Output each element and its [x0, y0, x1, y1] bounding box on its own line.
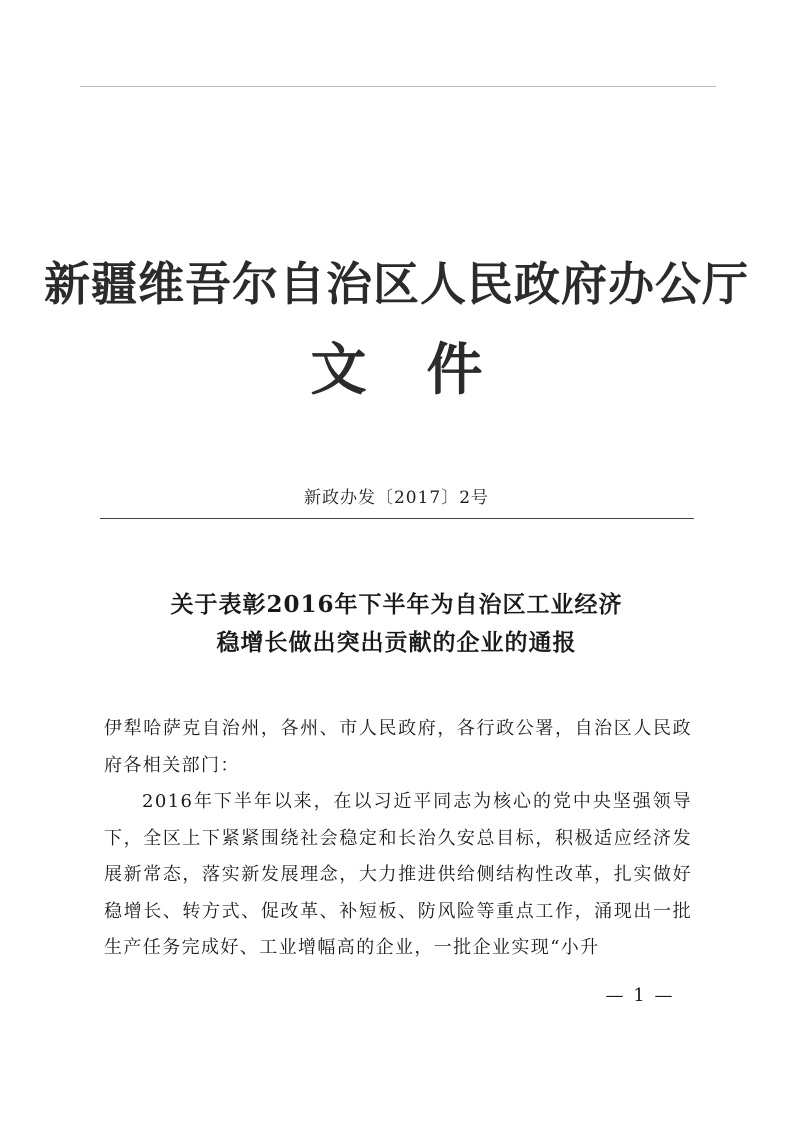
page-number: — 1 —: [605, 985, 675, 1006]
header-separator-rule: [100, 518, 694, 519]
document-title: [0, 586, 793, 662]
body-paragraph: 2016年下半年以来，在以习近平同志为核心的党中央坚强领导下，全区上下紧紧围绕社会稳定和长治久安总目标，积极适应经济发展新常态，落实新发展理念，大力推进供给侧结构性改革，扎实做好稳增长、转方式、促改革、补短板、防风险等重点工作，涌现出一批生产任务完成好、工业增幅高的企业，一批企业实现“小升: [104, 791, 692, 958]
document-body: [104, 711, 692, 967]
addressee: 伊犁哈萨克自治州，各州、市人民政府，各行政公署，自治区人民政府各相关部门：: [104, 718, 692, 776]
issuing-authority: 新疆维吾尔自治区人民政府办公厅: [44, 257, 749, 311]
top-divider: [80, 86, 716, 87]
document-type: 文件: [310, 337, 543, 403]
document-number: 新政办发〔2017〕2号: [303, 488, 490, 508]
title-line-2: 稳增长做出突出贡献的企业的通报: [216, 629, 577, 656]
title-line-1: 关于表彰2016年下半年为自治区工业经济: [170, 591, 623, 618]
